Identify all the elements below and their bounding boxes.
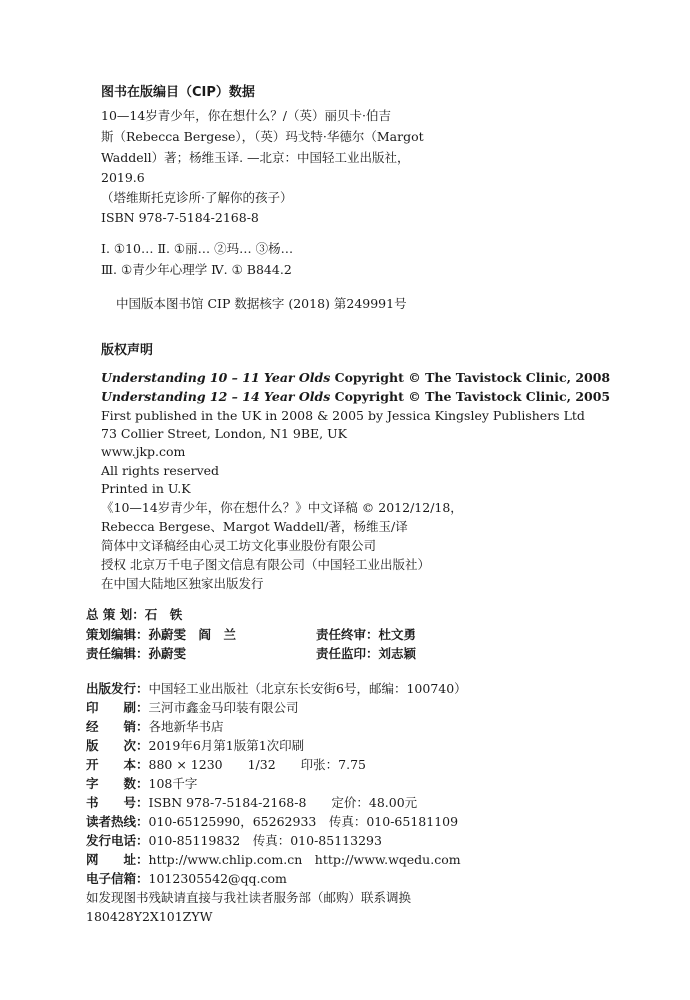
planner-label: 总 策 划：: [86, 607, 145, 622]
printed-line: Printed in U.K: [101, 481, 191, 496]
pub-info-label: 发行电话：: [86, 833, 149, 848]
book-title-1: Understanding 10 – 11 Year Olds: [101, 370, 331, 385]
first-published-line: First published in the UK in 2008 & 2005 by Jessica Kingsley Publishers Ltd: [101, 408, 585, 423]
copyright-line-1: [101, 370, 610, 386]
pub-info-row: [86, 719, 224, 735]
editor-value: 孙蔚雯: [148, 646, 187, 661]
pub-info-row: [86, 681, 467, 697]
pub-info-value: 880 × 1230 1/32 印张：7.75: [148, 757, 367, 772]
pub-info-value: 010-65125990，65262933 传真：010-65181109: [148, 814, 459, 829]
copyright-notice-1: Copyright © The Tavistock Clinic, 2008: [330, 370, 611, 385]
pub-info-label: 开 本：: [86, 757, 149, 772]
translation-line-3: 简体中文译稿经由心灵工坊文化事业股份有限公司: [101, 538, 377, 553]
book-title-2: Understanding 12 – 14 Year Olds: [101, 389, 331, 404]
pub-info-row: [86, 795, 417, 811]
print-supervisor-value: 刘志颖: [378, 646, 417, 661]
pub-info-label: 版 次：: [86, 738, 149, 753]
pub-info-label: 书 号：: [86, 795, 149, 810]
cip-title: 图书在版编目（CIP）数据: [101, 85, 255, 100]
pub-info-value: 各地新华书店: [148, 719, 224, 734]
translation-line-5: 在中国大陆地区独家出版发行: [101, 576, 264, 591]
pub-info-label: 印 刷：: [86, 700, 149, 715]
copyright-notice-2: Copyright © The Tavistock Clinic, 2005: [330, 389, 611, 404]
cip-line-5: （塔维斯托克诊所·了解你的孩子）: [101, 190, 293, 205]
pub-info-value: 中国轻工业出版社（北京东长安街6号，邮编：100740）: [148, 681, 467, 696]
print-supervisor-row: [316, 646, 416, 662]
planner-value: 石 铁: [144, 607, 183, 622]
pub-info-label: 出版发行：: [86, 681, 149, 696]
website-line: www.jkp.com: [101, 444, 186, 459]
cip-line-1: 10—14岁青少年，你在想什么？/（英）丽贝卡·伯吉: [101, 108, 391, 123]
pub-info-label: 电子信箱：: [86, 871, 149, 886]
pub-info-value: ISBN 978-7-5184-2168-8 定价：48.00元: [148, 795, 418, 810]
print-supervisor-label: 责任监印：: [316, 646, 379, 661]
pub-info-label: 网 址：: [86, 852, 149, 867]
pub-info-row: [86, 833, 382, 849]
editor-label: 责任编辑：: [86, 646, 149, 661]
cip-class-line-2: Ⅲ. ①青少年心理学 Ⅳ. ① B844.2: [101, 262, 292, 277]
pub-info-row: [86, 776, 197, 792]
planner-row: [86, 607, 182, 623]
final-review-label: 责任终审：: [316, 627, 379, 642]
pub-info-row: [86, 757, 366, 773]
editor-row: [86, 646, 186, 662]
planning-editor-value: 孙蔚雯 阎 兰: [148, 627, 237, 642]
final-review-row: [316, 627, 416, 643]
planning-editor-label: 策划编辑：: [86, 627, 149, 642]
pub-info-row: [86, 814, 458, 830]
pub-info-value: http://www.chlip.com.cn http://www.wqedu.com: [148, 852, 461, 867]
rights-line: All rights reserved: [101, 463, 220, 478]
cip-record: 中国版本图书馆 CIP 数据核字 (2018) 第249991号: [116, 296, 407, 311]
final-review-value: 杜文勇: [378, 627, 417, 642]
cip-isbn: ISBN 978-7-5184-2168-8: [101, 210, 259, 225]
defect-notice: 如发现图书残缺请直接与我社读者服务部（邮购）联系调换: [86, 890, 412, 905]
pub-info-value: 1012305542@qq.com: [148, 871, 287, 886]
pub-info-value: 108千字: [148, 776, 198, 791]
pub-info-row: [86, 738, 304, 754]
pub-info-label: 经 销：: [86, 719, 149, 734]
translation-line-4: 授权 北京万千电子图文信息有限公司（中国轻工业出版社）: [101, 557, 430, 572]
pub-info-value: 010-85119832 传真：010-85113293: [148, 833, 382, 848]
pub-info-row: [86, 700, 299, 716]
cip-class-line-1: Ⅰ. ①10… Ⅱ. ①丽… ②玛… ③杨…: [101, 241, 294, 256]
pub-info-row: [86, 852, 461, 868]
print-code: 180428Y2X101ZYW: [86, 909, 213, 924]
pub-info-value: 2019年6月第1版第1次印刷: [148, 738, 305, 753]
cip-line-3: Waddell）著；杨维玉译. —北京：中国轻工业出版社，: [101, 150, 410, 165]
address-line: 73 Collier Street, London, N1 9BE, UK: [101, 426, 347, 441]
pub-info-label: 读者热线：: [86, 814, 149, 829]
pub-info-label: 字 数：: [86, 776, 149, 791]
translation-line-2: Rebecca Bergese、Margot Waddell/著，杨维玉/译: [101, 519, 408, 534]
copyright-line-2: [101, 389, 610, 405]
planning-editor-row: [86, 627, 236, 643]
cip-line-2: 斯（Rebecca Bergese），（英）玛戈特·华德尔（Margot: [101, 129, 424, 144]
copyright-title: 版权声明: [101, 343, 154, 358]
cip-line-4: 2019.6: [101, 170, 145, 185]
pub-info-value: 三河市鑫金马印装有限公司: [148, 700, 299, 715]
pub-info-row: [86, 871, 287, 887]
translation-line-1: 《10—14岁青少年，你在想什么？》中文译稿 © 2012/12/18，: [101, 500, 463, 515]
